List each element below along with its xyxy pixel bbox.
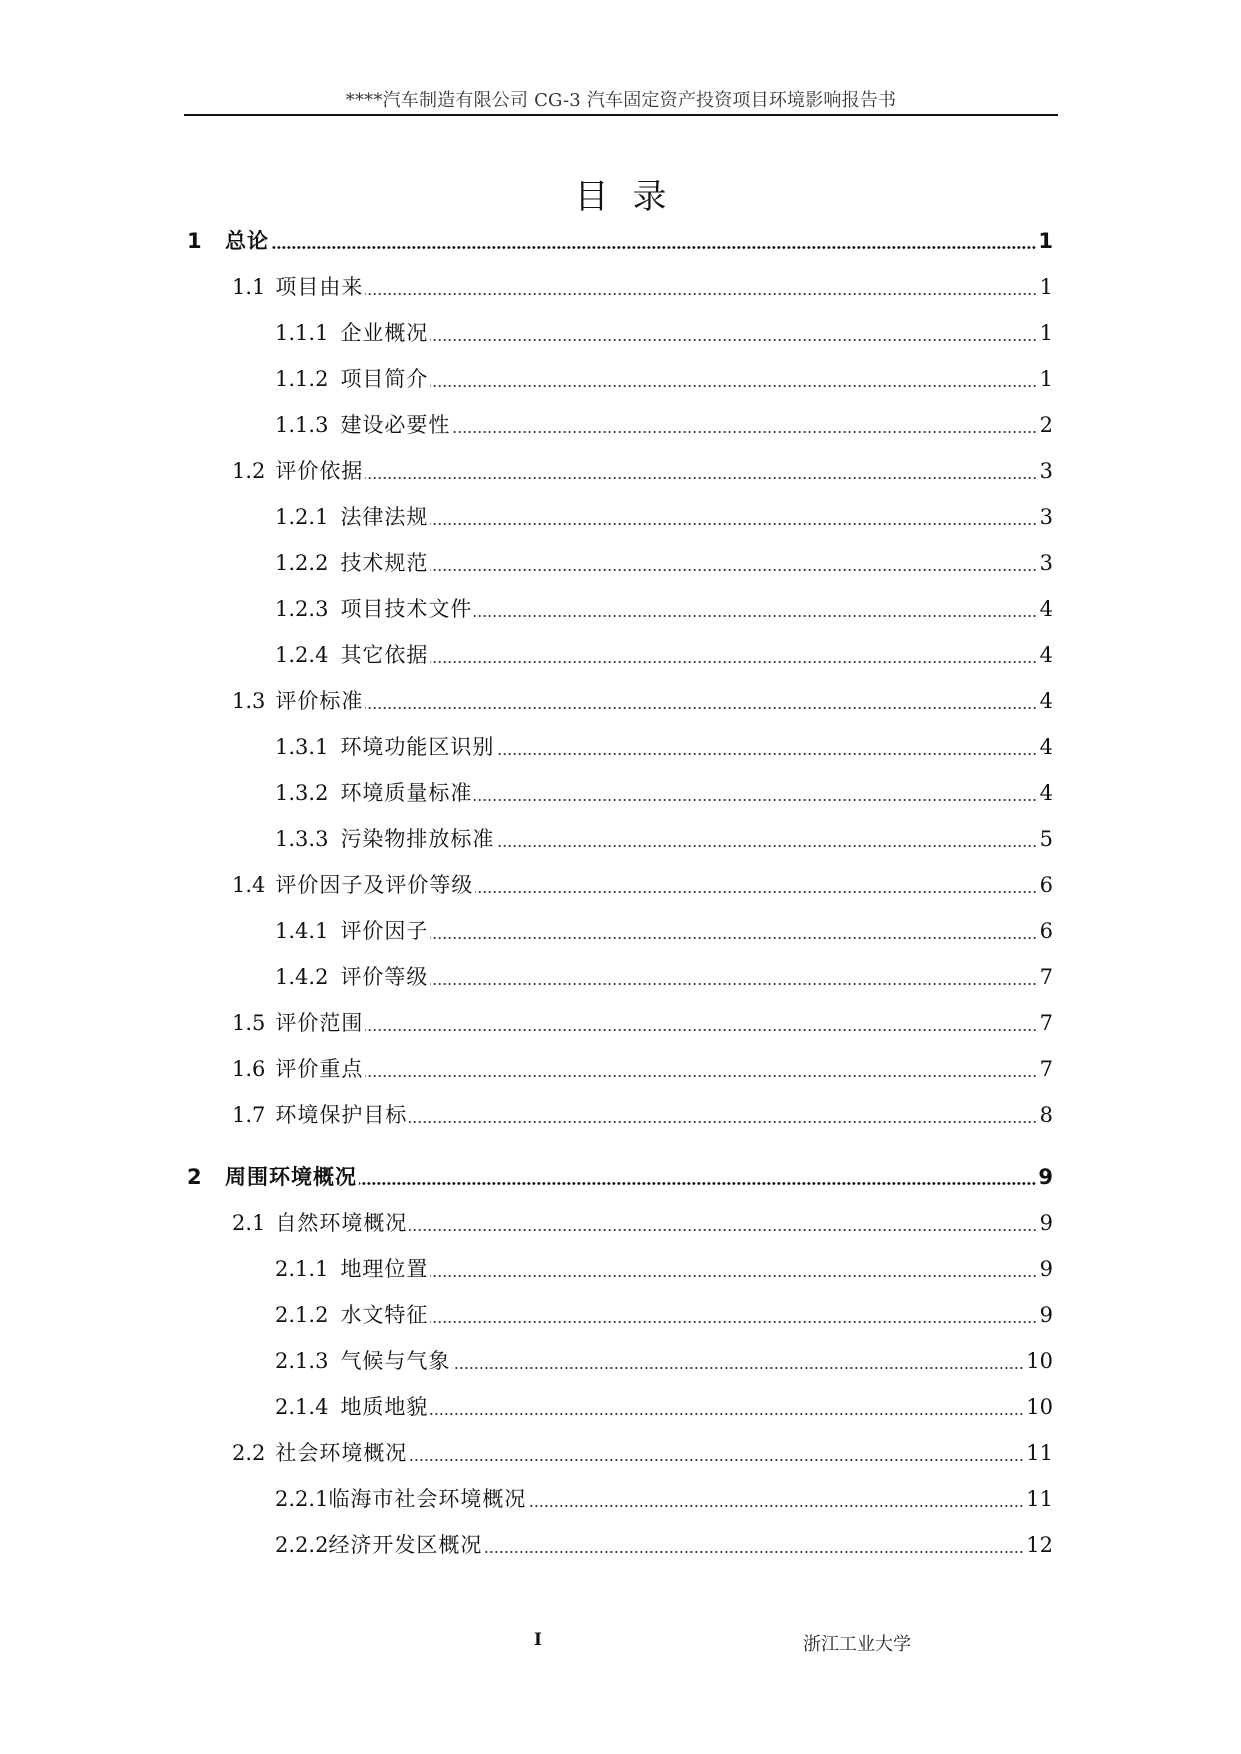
toc-entry-chapter-1[interactable]	[187, 224, 1053, 258]
toc-entry-title: 项目简介	[340, 367, 429, 391]
dot-leader	[409, 1459, 1024, 1461]
toc-entry-page: 9	[1039, 1257, 1053, 1281]
toc-entry-title: 评价因子	[340, 919, 429, 943]
toc-entry-number: 1.3.2	[275, 781, 329, 805]
toc-entry-page: 11	[1026, 1441, 1053, 1465]
toc-entry-title: 经济开发区概况	[328, 1533, 483, 1557]
toc-entry-number: 1.2.1	[275, 505, 329, 529]
toc-entry-2-1[interactable]	[232, 1206, 1053, 1240]
toc-entry-title: 项目技术文件	[340, 597, 473, 621]
toc-entry-page: 6	[1039, 919, 1053, 943]
toc-entry-1-1-2[interactable]	[275, 362, 1053, 396]
toc-entry-title: 评价重点	[275, 1057, 364, 1081]
toc-entry-page: 5	[1039, 827, 1053, 851]
toc-entry-page: 4	[1039, 643, 1053, 667]
toc-entry-number: 2.1	[232, 1211, 266, 1235]
dot-leader	[365, 477, 1037, 479]
toc-entry-1-2-1[interactable]	[275, 500, 1053, 534]
toc-entry-number: 1.3	[232, 689, 266, 713]
toc-entry-chapter-2[interactable]	[187, 1160, 1053, 1194]
toc-entry-2-1-1[interactable]	[275, 1252, 1053, 1286]
dot-leader	[409, 1229, 1037, 1231]
dot-leader	[474, 799, 1037, 801]
toc-entry-number: 2.1.2	[275, 1303, 329, 1327]
toc-entry-number: 1.1	[232, 275, 266, 299]
toc-entry-1-2[interactable]	[232, 454, 1053, 488]
toc-entry-number: 1.4	[232, 873, 266, 897]
toc-entry-page: 4	[1039, 781, 1053, 805]
toc-entry-1-1-1[interactable]	[275, 316, 1053, 350]
running-header: ****汽车制造有限公司 CG-3 汽车固定资产投资项目环境影响报告书	[345, 90, 897, 111]
toc-entry-number: 1.4.1	[275, 919, 329, 943]
dot-leader	[452, 1367, 1024, 1369]
dot-leader	[528, 1505, 1024, 1507]
toc-entry-title: 自然环境概况	[275, 1211, 408, 1235]
toc-entry-page: 1	[1039, 367, 1053, 391]
toc-entry-page: 4	[1039, 689, 1053, 713]
toc-entry-title: 评价依据	[275, 459, 364, 483]
toc-entry-title: 临海市社会环境概况	[328, 1487, 527, 1511]
toc-entry-number: 1.5	[232, 1011, 266, 1035]
dot-leader	[484, 1551, 1024, 1553]
toc-entry-1-2-3[interactable]	[275, 592, 1053, 626]
toc-entry-title: 评价等级	[340, 965, 429, 989]
toc-entry-1-3-3[interactable]	[275, 822, 1053, 856]
dot-leader	[271, 246, 1036, 249]
toc-entry-title: 评价范围	[275, 1011, 364, 1035]
toc-entry-title: 项目由来	[275, 275, 364, 299]
toc-entry-1-6[interactable]	[232, 1052, 1053, 1086]
toc-entry-title: 周围环境概况	[225, 1165, 357, 1189]
toc-entry-number: 2.1.1	[275, 1257, 329, 1281]
toc-entry-title: 环境质量标准	[340, 781, 473, 805]
toc-entry-page: 1	[1039, 321, 1053, 345]
toc-entry-1-1[interactable]	[232, 270, 1053, 304]
toc-entry-number: 1.4.2	[275, 965, 329, 989]
toc-entry-title: 社会环境概况	[275, 1441, 408, 1465]
toc-entry-page: 7	[1039, 965, 1053, 989]
toc-entry-number: 1.6	[232, 1057, 266, 1081]
toc-entry-page: 10	[1026, 1395, 1053, 1419]
toc-title: 目录	[574, 177, 691, 217]
toc-entry-1-3-1[interactable]	[275, 730, 1053, 764]
toc-entry-2-1-4[interactable]	[275, 1390, 1053, 1424]
toc-entry-page: 9	[1038, 1165, 1053, 1189]
toc-entry-number: 1.1.1	[275, 321, 329, 345]
toc-entry-number: 2.2	[232, 1441, 266, 1465]
toc-entry-number: 2	[187, 1165, 202, 1189]
toc-entry-number: 2.1.4	[275, 1395, 329, 1419]
dot-leader	[430, 1413, 1024, 1415]
dot-leader	[475, 891, 1037, 893]
toc-entry-2-1-2[interactable]	[275, 1298, 1053, 1332]
toc-entry-page: 7	[1039, 1011, 1053, 1035]
toc-entry-page: 1	[1038, 229, 1053, 253]
dot-leader	[430, 1275, 1037, 1277]
toc-entry-number: 1.2	[232, 459, 266, 483]
toc-entry-page: 9	[1039, 1211, 1053, 1235]
dot-leader	[496, 845, 1037, 847]
toc-entry-number: 1.3.1	[275, 735, 329, 759]
toc-entry-title: 环境保护目标	[275, 1103, 408, 1127]
toc-entry-2-2-2[interactable]	[275, 1528, 1053, 1562]
toc-entry-page: 4	[1039, 597, 1053, 621]
toc-entry-title: 气候与气象	[340, 1349, 451, 1373]
toc-entry-title: 评价因子及评价等级	[275, 873, 474, 897]
toc-entry-page: 8	[1039, 1103, 1053, 1127]
toc-entry-page: 10	[1026, 1349, 1053, 1373]
toc-entry-number: 2.2.2	[275, 1533, 329, 1557]
toc-entry-1-4-1[interactable]	[275, 914, 1053, 948]
toc-entry-1-4-2[interactable]	[275, 960, 1053, 994]
toc-entry-1-3-2[interactable]	[275, 776, 1053, 810]
toc-entry-title: 水文特征	[340, 1303, 429, 1327]
toc-entry-page: 2	[1039, 413, 1053, 437]
toc-entry-number: 1	[187, 229, 202, 253]
dot-leader	[474, 615, 1037, 617]
toc-entry-1-4[interactable]	[232, 868, 1053, 902]
dot-leader	[365, 1075, 1037, 1077]
toc-entry-title: 法律法规	[340, 505, 429, 529]
toc-entry-title: 建设必要性	[340, 413, 451, 437]
toc-entry-page: 3	[1039, 551, 1053, 575]
dot-leader	[430, 937, 1037, 939]
dot-leader	[430, 385, 1037, 387]
toc-entry-title: 其它依据	[340, 643, 429, 667]
toc-entry-number: 1.3.3	[275, 827, 329, 851]
toc-entry-number: 1.7	[232, 1103, 266, 1127]
toc-entry-page: 3	[1039, 505, 1053, 529]
toc-entry-1-7[interactable]	[232, 1098, 1053, 1132]
toc-entry-page: 1	[1039, 275, 1053, 299]
toc-entry-page: 6	[1039, 873, 1053, 897]
dot-leader	[430, 339, 1037, 341]
toc-entry-2-2[interactable]	[232, 1436, 1053, 1470]
toc-entry-title: 污染物排放标准	[340, 827, 495, 851]
toc-entry-title: 评价标准	[275, 689, 364, 713]
toc-entry-page: 3	[1039, 459, 1053, 483]
toc-entry-title: 技术规范	[340, 551, 429, 575]
dot-leader	[496, 753, 1037, 755]
toc-entry-1-3[interactable]	[232, 684, 1053, 718]
toc-entry-title: 企业概况	[340, 321, 429, 345]
dot-leader	[430, 569, 1037, 571]
toc-entry-page: 11	[1026, 1487, 1053, 1511]
toc-entry-2-2-1[interactable]	[275, 1482, 1053, 1516]
toc-entry-title: 总论	[225, 229, 269, 253]
toc-entry-page: 7	[1039, 1057, 1053, 1081]
dot-leader	[430, 661, 1037, 663]
toc-entry-number: 2.1.3	[275, 1349, 329, 1373]
toc-entry-number: 1.1.3	[275, 413, 329, 437]
dot-leader	[430, 983, 1037, 985]
page-number: I	[534, 1630, 542, 1650]
toc-entry-title: 地理位置	[340, 1257, 429, 1281]
dot-leader	[430, 523, 1037, 525]
toc-entry-number: 1.1.2	[275, 367, 329, 391]
toc-entry-1-5[interactable]	[232, 1006, 1053, 1040]
toc-entry-number: 1.2.3	[275, 597, 329, 621]
toc-entry-number: 1.2.2	[275, 551, 329, 575]
toc-entry-page: 9	[1039, 1303, 1053, 1327]
toc-entry-1-1-3[interactable]	[275, 408, 1053, 442]
toc-entry-page: 12	[1026, 1533, 1053, 1557]
toc-entry-1-2-2[interactable]	[275, 546, 1053, 580]
dot-leader	[430, 1321, 1037, 1323]
toc-entry-title: 地质地貌	[340, 1395, 429, 1419]
institution-name: 浙江工业大学	[803, 1634, 911, 1655]
toc-entry-1-2-4[interactable]	[275, 638, 1053, 672]
dot-leader	[365, 293, 1037, 295]
toc-entry-number: 2.2.1	[275, 1487, 329, 1511]
dot-leader	[409, 1121, 1037, 1123]
dot-leader	[365, 1029, 1037, 1031]
toc-entry-title: 环境功能区识别	[340, 735, 495, 759]
toc-entry-2-1-3[interactable]	[275, 1344, 1053, 1378]
dot-leader	[359, 1182, 1036, 1185]
toc-entry-page: 4	[1039, 735, 1053, 759]
dot-leader	[452, 431, 1037, 433]
dot-leader	[365, 707, 1037, 709]
toc-entry-number: 1.2.4	[275, 643, 329, 667]
